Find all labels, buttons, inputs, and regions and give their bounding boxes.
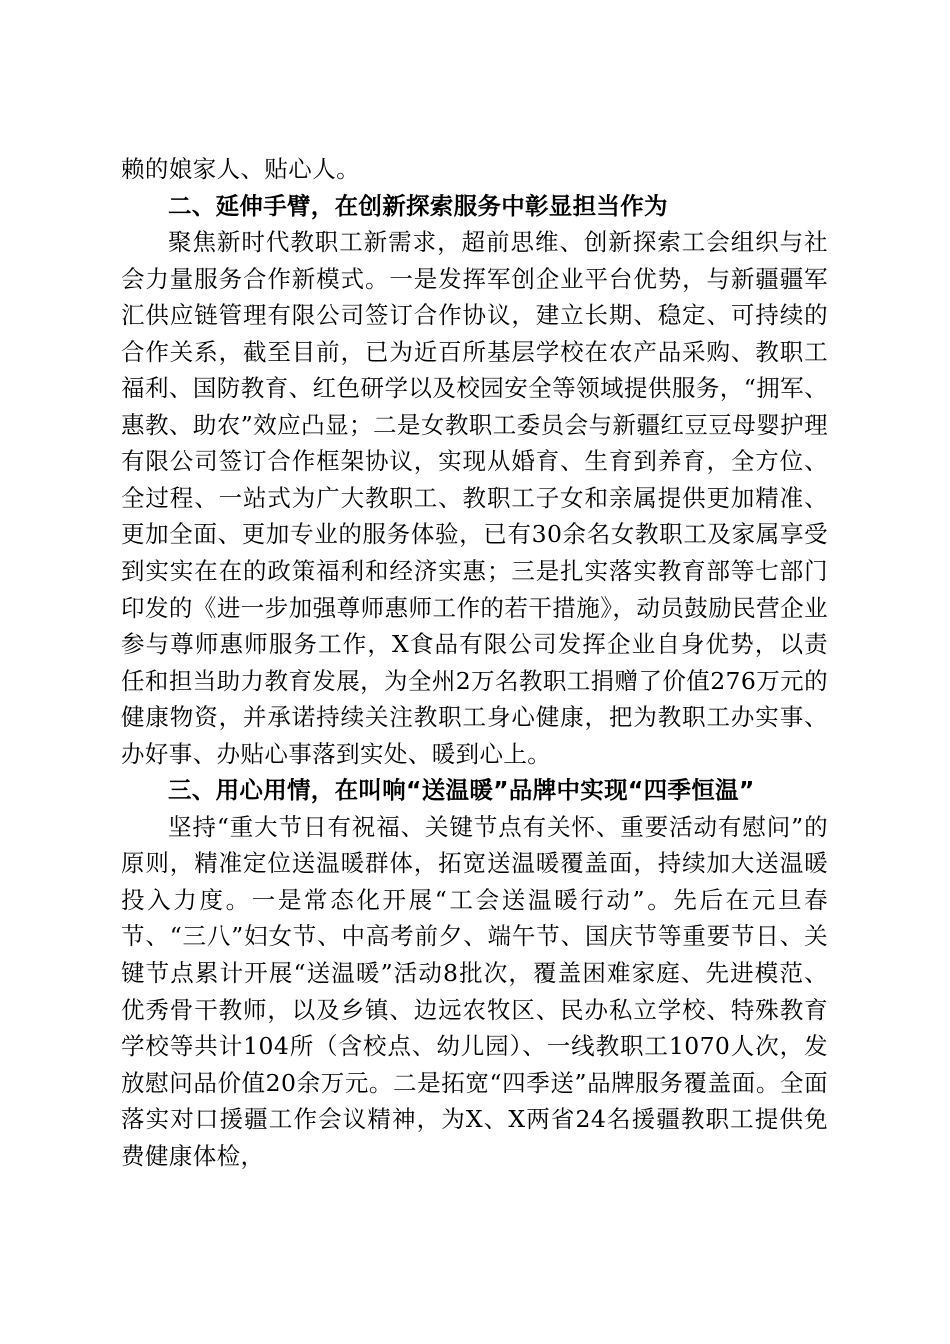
section-heading-3: 三、用心用情，在叫响“送温暖”品牌中实现“四季恒温” <box>168 776 755 805</box>
section-2-paragraph: 聚焦新时代教职工新需求，超前思维、创新探索工会组织与社会力量服务合作新模式。一是发挥军创企业平台优势，与新疆疆军汇供应链管理有限公司签订合作协议，建立长期、稳定、可持续的合作关系，截至目前，已为近百所基层学校在农产品采购、教职工福利、国防教育、红色研学以及校园安全等领域提供服务，“拥军、惠教、助农”效应凸显；二是女教职工委员会与新疆红豆豆母婴护理有限公司签订合作框架协议，实现从婚育、生育到养育，全方位、全过程、一站式为广大教职工、教职工子女和亲属提供更加精准、更加全面、更加专业的服务体验，已有30余名女教职工及家属享受到实实在在的政策福利和经济实惠；三是扎实落实教育部等七部门印发的《进一步加强尊师惠师工作的若干措施》，动员鼓励民营企业参与尊师惠师服务工作，X食品有限公司发挥企业自身优势，以责任和担当助力教育发展，为全州2万名教职工捐赠了价值276万元的健康物资，并承诺持续关注教职工身心健康，把为教职工办实事、办好事、办贴心事落到实处、暖到心上。 <box>121 228 828 768</box>
document-body <box>121 151 828 1174</box>
continued-paragraph: 赖的娘家人、贴心人。 <box>121 155 360 183</box>
section-3-paragraph: 坚持“重大节日有祝福、关键节点有关怀、重要活动有慰问”的原则，精准定位送温暖群体，拓宽送温暖覆盖面，持续加大送温暖投入力度。一是常态化开展“工会送温暖行动”。先后在元旦春节、“三八”妇女节、中高考前夕、端午节、国庆节等重要节日、关键节点累计开展“送温暖”活动8批次，覆盖困难家庭、先进模范、优秀骨干教师，以及乡镇、边远农牧区、民办私立学校、特殊教育学校等共计104所（含校点、幼儿园）、一线教职工1070人次，发放慰问品价值20余万元。二是拓宽“四季送”品牌服务覆盖面。全面落实对口援疆工作会议精神，为X、X两省24名援疆教职工提供免费健康体检， <box>121 812 828 1170</box>
section-heading-2: 二、延伸手臂，在创新探索服务中彰显担当作为 <box>168 191 668 220</box>
